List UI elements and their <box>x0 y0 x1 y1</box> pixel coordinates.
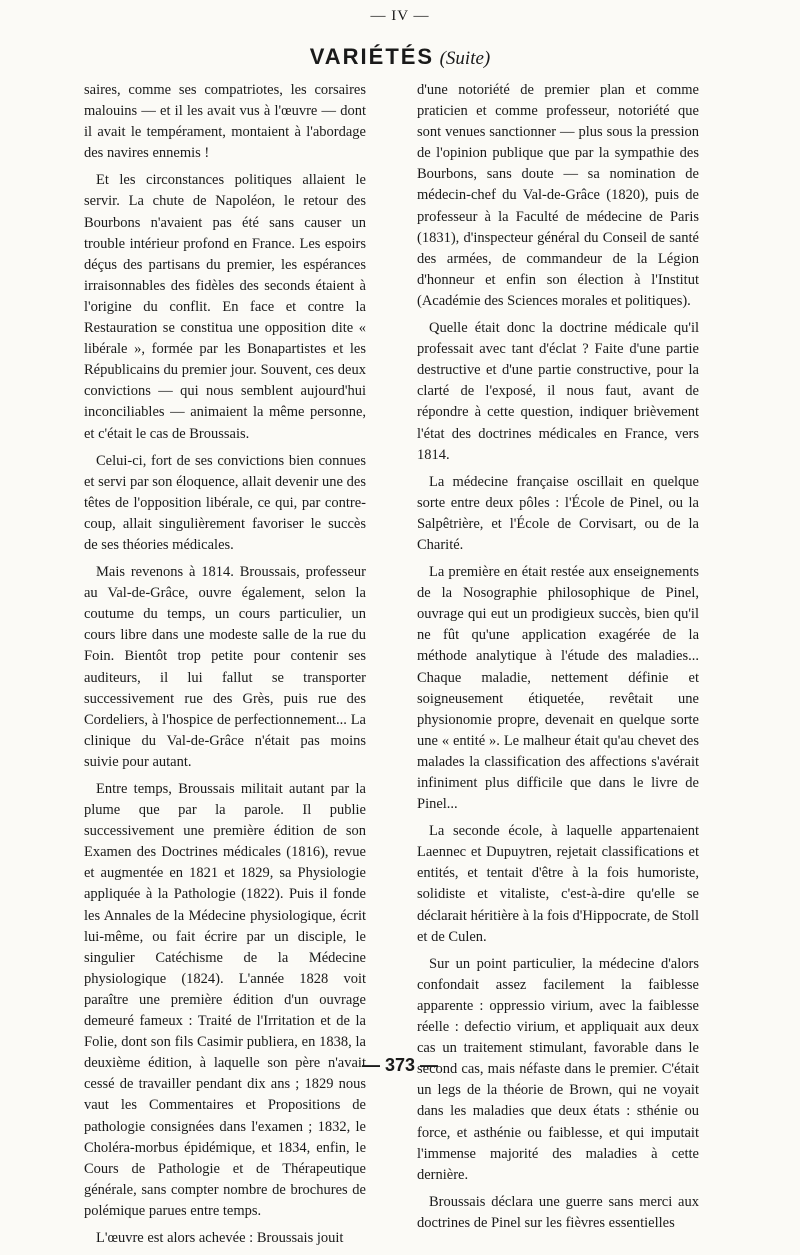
paragraph: saires, comme ses compatriotes, les corsaires malouins — et il les avait vus à l'œuvre — dont il avait le tempérament, montaient à l'abordage des navires ennemis ! <box>84 82 366 162</box>
paragraph: La première en était restée aux enseignements de la Nosographie philosophique de Pinel, ouvrage qui eut un prodigieux succès, bien qu'il ne fût qu'une application exagérée de la méthode analytique à l'étude des maladies... Chaque maladie, nettement définie et soigneusement étiquetée, revêtait une physionomie propre, devenait en quelque sorte une « entité ». Le malheur était qu'au chevet des malades la classification des affections s'avérait infiniment plus difficile que dans le livre de Pinel... <box>417 564 699 813</box>
paragraph: L'œuvre est alors achevée : Broussais jouit <box>96 1229 344 1246</box>
running-head <box>0 44 800 72</box>
paragraph: Quelle était donc la doctrine médicale qu'il professait avec tant d'éclat ? Faite d'une partie destructive et d'une partie constructive, pour la clarté de l'exposé, il nous faut, avant de répondre à cette question, indiquer brièvement l'état des doctrines médicales en France, vers 1814. <box>417 320 699 463</box>
roman-folio: — IV — <box>370 8 430 24</box>
paragraph: d'une notoriété de premier plan et comme praticien et comme professeur, notoriété que sont venues sanctionner — plus sous la pression de l'opinion publique que par la sympathie des Bourbons, sans doute — sa nomination de médecin-chef du Val-de-Grâce (1820), puis de professeur à la Faculté de médecine de Paris (1831), d'inspecteur général du Conseil de santé des armées, de commandeur de la Légion d'honneur et enfin son élection à l'Institut (Académie des Sciences morales et politiques). <box>417 82 699 309</box>
page-number: — 373 — <box>361 1055 439 1075</box>
section-subtitle: (Suite) <box>439 48 491 69</box>
paragraph: La médecine française oscillait en quelque sorte entre deux pôles : l'École de Pinel, ou la Salpêtrière, et l'École de Corvisart, ou de la Charité. <box>417 473 699 553</box>
left-column <box>84 80 366 1255</box>
paragraph: La seconde école, à laquelle appartenaient Laennec et Dupuytren, rejetait classifications et entités, et tentait d'être à la fois humoriste, solidiste et vitaliste, c'est-à-dire qu'elle se déclarait héritière à la fois d'Hippocrate, de Stoll et de Culen. <box>417 823 699 945</box>
paragraph: Entre temps, Broussais militait autant par la plume que par la parole. Il publie successivement une première édition de son Examen des Doctrines médicales (1816), revue et augmentée en 1821 et 1829, sa Physiologie appliquée à la Pathologie (1822). Puis il fonde les Annales de la Médecine physiologique, écrit lui-même, ou fait écrire par un disciple, le singulier Catéchisme de la Médecine physiologique (1824). L'année 1828 voit paraître une première édition d'un ouvrage demeuré fameux : Traité de l'Irritation et de la Folie, dont son fils Casimir publiera, en 1838, la deuxième édition, à laquelle son père n'avait cessé de travailler pendant dix ans ; 1829 nous vaut les Commentaires et Propositions de pathologie consignées dans l'examen ; 1832, le Choléra-morbus épidémique, et 1834, enfin, le Cours de Pathologie et de Thérapeutique générale, sans compter nombre de brochures de polémique parues entre temps. <box>84 781 366 1219</box>
paragraph: Mais revenons à 1814. Broussais, professeur au Val-de-Grâce, ouvre également, selon la coutume du temps, un cours particulier, un cours libre dans une modeste salle de la rue du Foin. Bientôt trop petite pour contenir ses auditeurs, il lui fallut se transporter successivement rue des Grès, puis rue des Cordeliers, à l'hospice de perfectionnement... La clinique du Val-de-Grâce n'était pas moins suivie pour autant. <box>84 564 366 770</box>
paragraph: Broussais déclara une guerre sans merci aux doctrines de Pinel sur les fièvres essentielles <box>417 1193 699 1231</box>
paragraph: Celui-ci, fort de ses convictions bien connues et servi par son éloquence, allait devenir une des têtes de l'opposition libérale, ce qui, par contre-coup, allait singulièrement favoriser le succès de ses théories médicales. <box>84 452 366 553</box>
paragraph: Et les circonstances politiques allaient le servir. La chute de Napoléon, le retour des Bourbons n'avaient pas été sans causer un trouble intérieur profond en France. Les espoirs déçus des partisans du premier, les espérances irraisonnables des fidèles des seconds étaient à l'origine du conflit. En face et contre la Restauration se constitua une opposition dite « libérale », formée par les Bonapartistes et les Républicains du premier jour. Souvent, ces deux convictions — qui nous semblent aujourd'hui inconciliables — animaient la même personne, et c'était le cas de Broussais. <box>84 172 366 442</box>
section-title: VARIÉTÉS <box>309 44 435 69</box>
paragraph: Sur un point particulier, la médecine d'alors confondait assez facilement la faiblesse apparente : oppressio virium, avec la faiblesse réelle : defectio virium, et appliquait aux deux cas un traitement stimulant, favorable dans le second cas, mais néfaste dans le premier. C'était un legs de la théorie de Brown, qui ne voyait dans les maladies que deux états : sthénie ou force, et asthénie ou faiblesse, et qui imputait l'immense majorité des maladies à cette dernière. <box>417 955 699 1183</box>
